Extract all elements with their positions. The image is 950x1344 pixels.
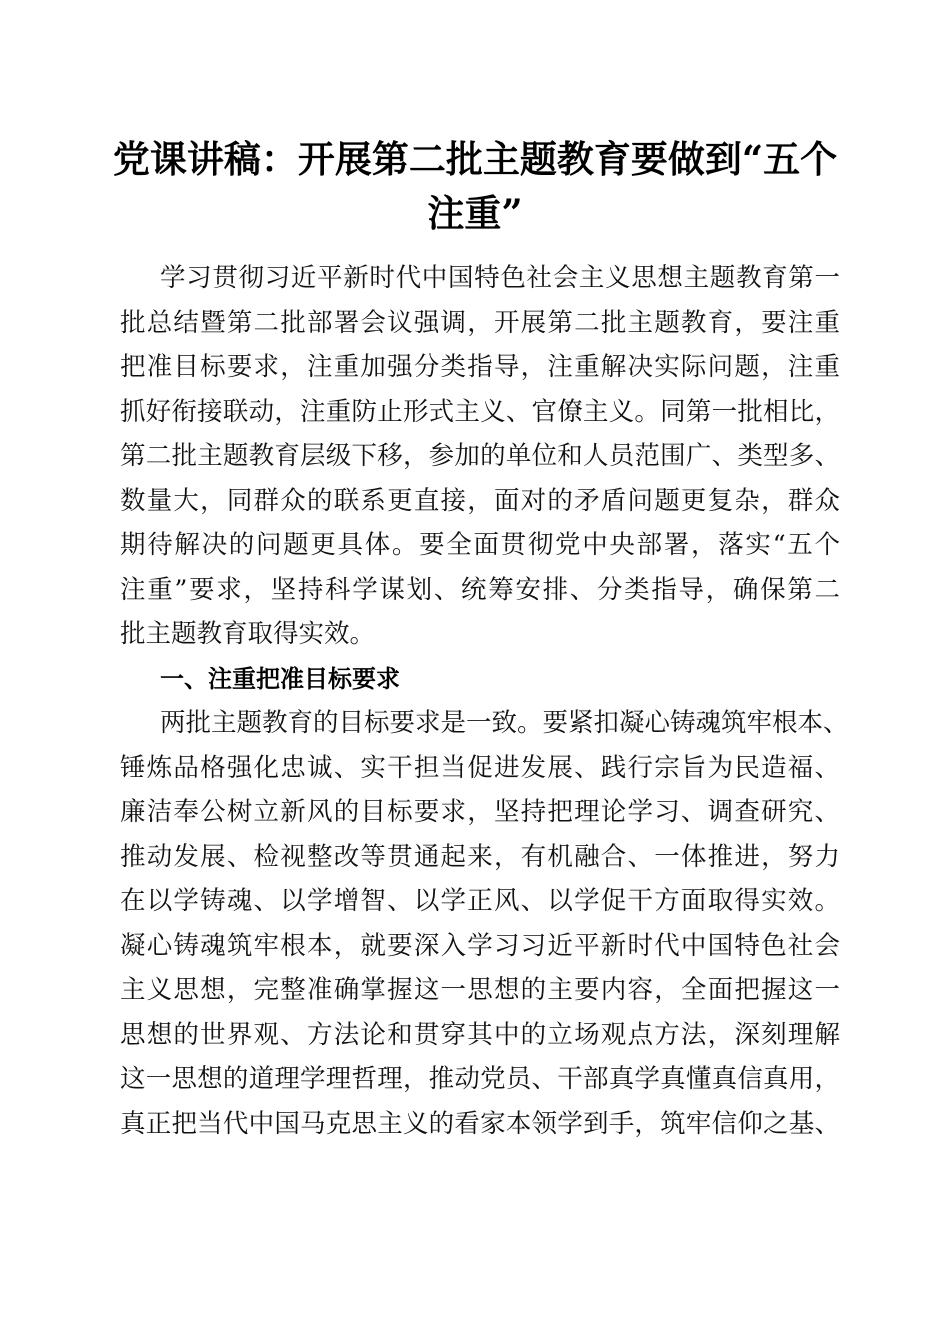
text-line: 锤炼品格强化忠诚、实干担当促进发展、践行宗旨为民造福、 [120,752,840,783]
text-line: 真正把当代中国马克思主义的看家本领学到手，筑牢信仰之基、 [120,1108,840,1139]
text-line: 思想的世界观、方法论和贯穿其中的立场观点方法，深刻理解 [120,1019,840,1050]
title-line: 注重” [427,191,523,235]
text-line: 批主题教育取得实效。 [120,619,376,649]
text-line: 期待解决的问题更具体。要全面贯彻党中央部署，落实“五个 [120,530,840,560]
paragraph-section1 [120,701,849,1146]
text-line: 主义思想，完整准确掌握这一思想的主要内容，全面把握这一 [120,975,840,1005]
paragraph-intro [120,256,840,657]
document-title [100,132,850,240]
text-line: 廉洁奉公树立新风的目标要求，坚持把理论学习、调查研究、 [120,797,840,827]
text-line: 凝心铸魂筑牢根本，就要深入学习习近平新时代中国特色社会 [120,930,840,961]
text-line: 两批主题教育的目标要求是一致。要紧扣凝心铸魂筑牢根本、 [160,708,849,738]
document-body [120,256,849,1146]
text-line: 学习贯彻习近平新时代中国特色社会主义思想主题教育第一 [160,263,840,293]
text-line: 这一思想的道理学理哲理，推动党员、干部真学真懂真信真用， [120,1064,840,1094]
text-line: 推动发展、检视整改等贯通起来，有机融合、一体推进，努力 [120,841,840,872]
text-line: 第二批主题教育层级下移，参加的单位和人员范围广、类型多、 [120,441,840,471]
text-line: 批总结暨第二批部署会议强调，开展第二批主题教育，要注重 [120,307,840,338]
title-line: 党课讲稿：开展第二批主题教育要做到“五个 [112,137,838,181]
text-line: 注重”要求，坚持科学谋划、统筹安排、分类指导，确保第二 [120,574,840,605]
text-line: 抓好衔接联动，注重防止形式主义、官僚主义。同第一批相比， [120,396,840,427]
text-line: 数量大，同群众的联系更直接，面对的矛盾问题更复杂，群众 [120,485,840,516]
text-line: 把准目标要求，注重加强分类指导，注重解决实际问题，注重 [120,352,840,382]
text-line: 在以学铸魂、以学增智、以学正风、以学促干方面取得实效。 [120,886,840,916]
section-heading: 一、注重把准目标要求 [160,664,400,693]
